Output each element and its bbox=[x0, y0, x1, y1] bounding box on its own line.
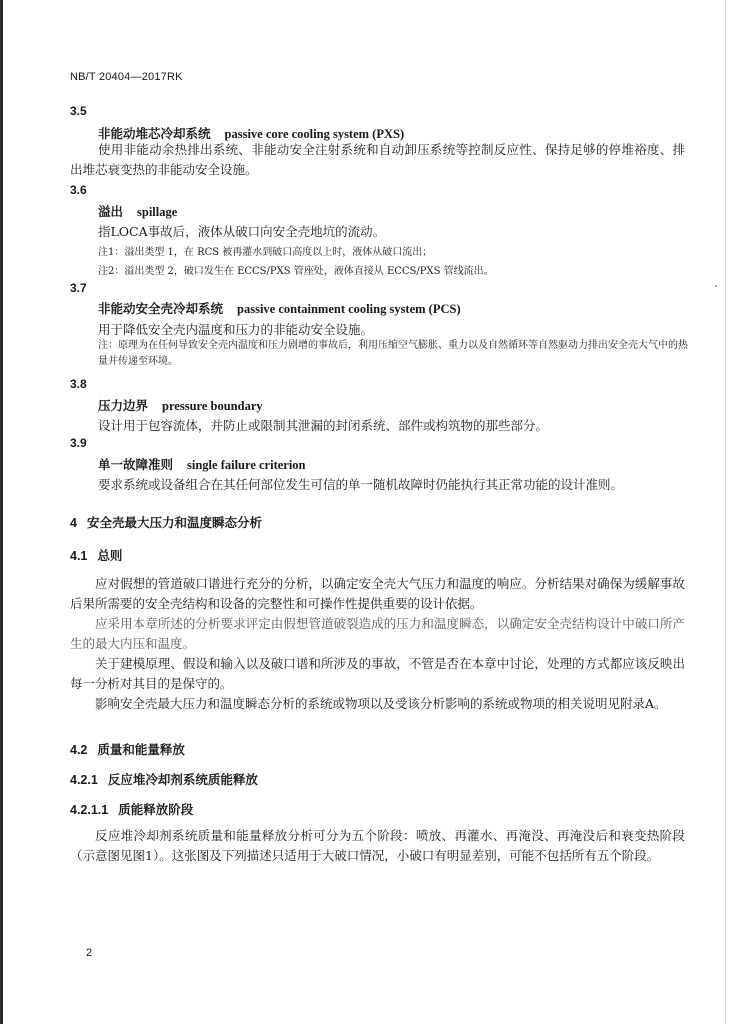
term-number: 3.5 bbox=[70, 104, 87, 118]
body-paragraph: 应对假想的管道破口谱进行充分的分析，以确定安全壳大气压力和温度的响应。分析结果对确保为缓解事故后果所需要的安全壳结构和设备的完整性和可操作性提供重要的设计依据。 bbox=[70, 576, 685, 611]
body-paragraph: 影响安全壳最大压力和温度瞬态分析的系统或物项以及受该分析影响的系统或物项的相关说明见附录A。 bbox=[95, 696, 667, 711]
term-en: spillage bbox=[137, 205, 178, 219]
section-title: 总则 bbox=[97, 548, 123, 563]
body-paragraph: 关于建模原理、假设和输入以及破口谱和所涉及的事故，不管是否在本章中讨论，处理的方式都应该反映出每一分析对其目的是保守的。 bbox=[70, 656, 685, 691]
term-heading bbox=[98, 396, 263, 414]
term-zh: 非能动安全壳冷却系统 bbox=[98, 301, 224, 316]
term-definition: 要求系统或设备组合在其任何部位发生可信的单一随机故障时仍能执行其正常功能的设计准则。 bbox=[98, 477, 624, 492]
term-en: passive core cooling system (PXS) bbox=[224, 127, 405, 141]
term-heading bbox=[98, 455, 306, 473]
term-definition: 指LOCA事故后，液体从破口向安全壳地坑的流动。 bbox=[98, 224, 386, 239]
scan-left-edge bbox=[0, 0, 3, 1024]
term-note: 注1：溢出类型 1，在 RCS 被再灌水到破口高度以上时，液体从破口流出； bbox=[98, 247, 433, 258]
section-title: 质量和能量释放 bbox=[97, 742, 185, 757]
subsubsection-number: 4.2.1.1 bbox=[70, 803, 109, 817]
term-zh: 溢出 bbox=[98, 204, 124, 219]
subsection-title: 反应堆冷却剂系统质能释放 bbox=[107, 772, 258, 787]
term-zh: 单一故障准则 bbox=[98, 457, 174, 472]
term-definition: 用于降低安全壳内温度和压力的非能动安全设施。 bbox=[98, 322, 374, 337]
term-heading bbox=[98, 299, 461, 317]
section-heading bbox=[70, 546, 122, 564]
subsubsection-title: 质能释放阶段 bbox=[118, 802, 194, 817]
term-zh: 非能动堆芯冷却系统 bbox=[98, 126, 211, 141]
body-paragraph: 反应堆冷却剂系统质量和能量释放分析可分为五个阶段：喷放、再灌水、再淹没、再淹没后和衰变热阶段（示意图见图1）。这张图及下列描述只适用于大破口情况，小破口有明显差别，可能不包括所有五个阶段。 bbox=[70, 828, 685, 863]
page-number: 2 bbox=[86, 947, 93, 959]
scan-right-edge bbox=[725, 0, 726, 1024]
term-number: 3.7 bbox=[70, 281, 87, 295]
term-note: 注2：溢出类型 2，破口发生在 ECCS/PXS 管座处，液体直接从 ECCS/PXS 管线流出。 bbox=[98, 266, 494, 277]
chapter-title: 安全壳最大压力和温度瞬态分析 bbox=[86, 515, 262, 530]
section-number: 4.2 bbox=[70, 743, 88, 757]
subsection-number: 4.2.1 bbox=[70, 773, 98, 787]
term-number: 3.9 bbox=[70, 436, 87, 450]
term-zh: 压力边界 bbox=[98, 398, 149, 413]
term-definition: 设计用于包容流体，并防止或限制其泄漏的封闭系统、部件或构筑物的那些部分。 bbox=[98, 418, 549, 433]
term-heading bbox=[98, 202, 177, 220]
term-definition: 使用非能动余热排出系统、非能动安全注射系统和自动卸压系统等控制反应性、保持足够的停堆裕度、排出堆芯衰变热的非能动安全设施。 bbox=[70, 142, 685, 177]
term-number: 3.6 bbox=[70, 183, 87, 197]
chapter-number: 4 bbox=[70, 516, 77, 530]
section-number: 4.1 bbox=[70, 549, 88, 563]
chapter-heading bbox=[70, 513, 262, 531]
term-number: 3.8 bbox=[70, 377, 87, 391]
standard-code: NB/T 20404—2017RK bbox=[70, 71, 183, 83]
subsection-heading bbox=[70, 770, 258, 788]
term-en: single failure criterion bbox=[187, 458, 306, 472]
body-paragraph: 应采用本章所述的分析要求评定由假想管道破裂造成的压力和温度瞬态，以确定安全壳结构设计中破口所产生的最大内压和温度。 bbox=[70, 616, 685, 651]
term-note: 注：原理为在任何导致安全壳内温度和压力剧增的事故后，利用压缩空气膨胀、重力以及自然循环等自然驱动力排出安全壳大气中的热量并传递至环境。 bbox=[98, 340, 688, 367]
term-en: passive containment cooling system (PCS) bbox=[237, 302, 461, 316]
scan-speck bbox=[715, 285, 717, 287]
section-heading bbox=[70, 740, 185, 758]
subsubsection-heading bbox=[70, 800, 193, 818]
term-en: pressure boundary bbox=[162, 399, 263, 413]
